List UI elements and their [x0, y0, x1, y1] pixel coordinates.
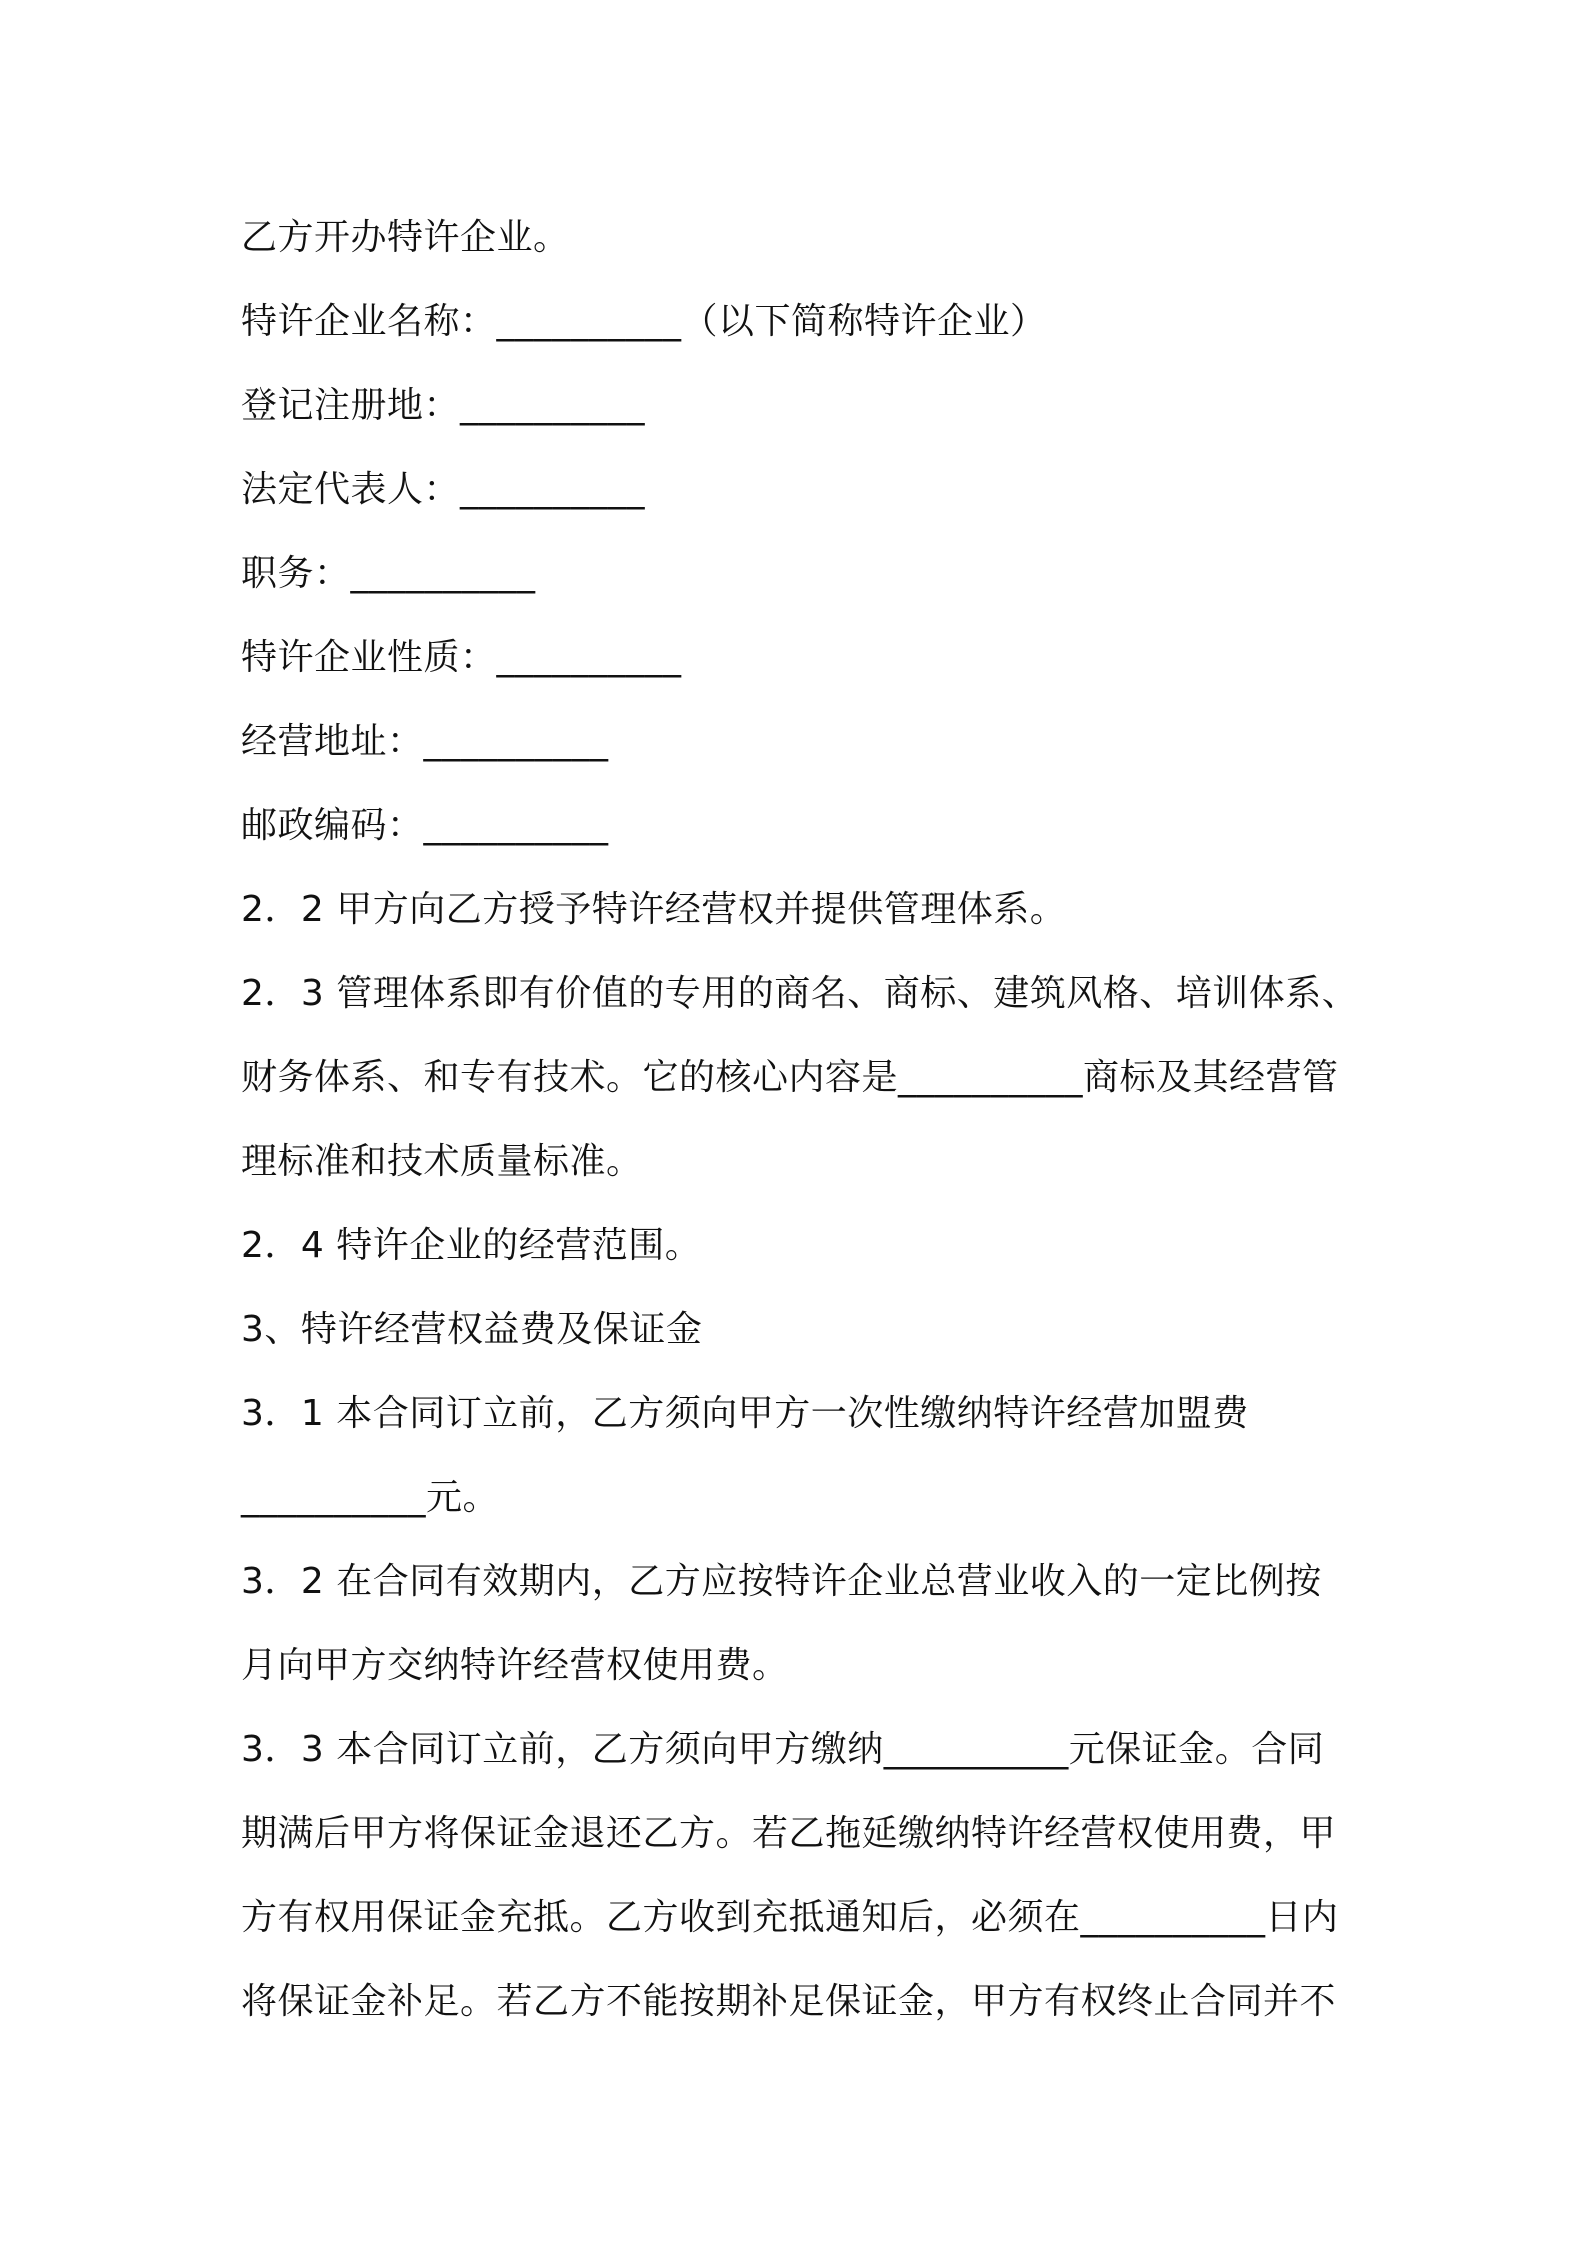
clause-3-3-line-3: 方有权用保证金充抵。乙方收到充抵通知后，必须在__________日内 — [241, 1897, 1339, 1938]
text-line-1: 乙方开办特许企业。 — [241, 217, 570, 258]
section-3-heading: 3、特许经营权益费及保证金 — [241, 1309, 703, 1350]
clause-3-1-line-2: __________元。 — [241, 1477, 500, 1518]
document-body — [241, 196, 1371, 2044]
clause-3-3-line-2: 期满后甲方将保证金退还乙方。若乙拖延缴纳特许经营权使用费，甲 — [241, 1813, 1337, 1854]
clause-2-3-line-1: 2．3 管理体系即有价值的专用的商名、商标、建筑风格、培训体系、 — [241, 973, 1359, 1014]
clause-2-2: 2．2 甲方向乙方授予特许经营权并提供管理体系。 — [241, 889, 1067, 930]
field-registration-place: 登记注册地：__________ — [241, 385, 646, 426]
field-franchise-nature: 特许企业性质：__________ — [241, 637, 682, 678]
clause-2-4: 2．4 特许企业的经营范围。 — [241, 1225, 702, 1266]
field-legal-representative: 法定代表人：__________ — [241, 469, 646, 510]
field-business-address: 经营地址：__________ — [241, 721, 609, 762]
clause-3-3-line-1: 3．3 本合同订立前，乙方须向甲方缴纳__________元保证金。合同 — [241, 1729, 1325, 1770]
field-position: 职务：__________ — [241, 553, 536, 594]
clause-2-3-line-3: 理标准和技术质量标准。 — [241, 1141, 643, 1182]
field-postal-code: 邮政编码：__________ — [241, 805, 609, 846]
clause-3-3-line-4: 将保证金补足。若乙方不能按期补足保证金，甲方有权终止合同并不 — [241, 1981, 1337, 2022]
clause-3-2-line-2: 月向甲方交纳特许经营权使用费。 — [241, 1645, 789, 1686]
clause-3-1-line-1: 3．1 本合同订立前，乙方须向甲方一次性缴纳特许经营加盟费 — [241, 1393, 1249, 1434]
field-franchise-name: 特许企业名称：__________（以下简称特许企业） — [241, 301, 1047, 342]
clause-3-2-line-1: 3．2 在合同有效期内，乙方应按特许企业总营业收入的一定比例按 — [241, 1561, 1322, 1602]
clause-2-3-line-2: 财务体系、和专有技术。它的核心内容是__________商标及其经营管 — [241, 1057, 1339, 1098]
